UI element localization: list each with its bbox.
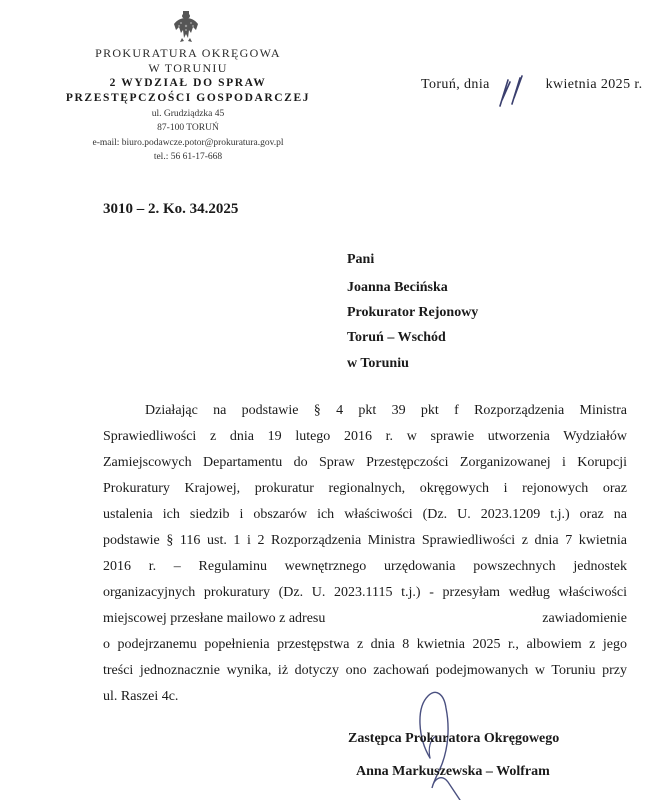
office-name: PROKURATURA OKRĘGOWA (95, 46, 281, 60)
handwritten-day-icon (494, 74, 534, 114)
department-line-2: PRZESTĘPCZOŚCI GOSPODARCZEJ (65, 92, 311, 104)
body-line-end: zawiadomienie (542, 611, 627, 626)
body-line: Działając na podstawie § 4 pkt 39 pkt f Rozporządzenia Ministra (145, 403, 627, 418)
body-line-redacted (103, 606, 627, 632)
office-city: W TORUNIU (148, 61, 228, 75)
office-street: ul. Grudziądzka 45 (151, 109, 225, 119)
body-line-start: miejscowej przesłane mailowo z adresu (103, 611, 326, 626)
addressee-city: w Toruniu (347, 356, 409, 371)
signatory-name: Anna Markuszewska – Wolfram (356, 764, 550, 779)
body-line: 2016 r. – Regulaminu wewnętrznego urzędowania powszechnych jednostek (103, 559, 627, 574)
addressee-office: Toruń – Wschód (347, 330, 446, 345)
body-line: ustalenia ich siedzib i obszarów ich właściwości (Dz. U. 2023.1209 t.j.) oraz na (103, 507, 627, 522)
body-line: treści jednoznacznie wynika, iż dotyczy ono zachowań podejmowanych w Toruniu przy (103, 663, 627, 678)
date-prefix: Toruń, dnia (421, 77, 490, 92)
office-phone: tel.: 56 61-17-668 (153, 152, 223, 162)
body-line: o podejrzanemu popełnienia przestępstwa z dnia 8 kwietnia 2025 r., albowiem z jego (103, 637, 627, 652)
letter-date (421, 77, 643, 93)
body-line: organizacyjnych prokuratury (Dz. U. 2023.1115 t.j.) - przesyłam według właściwości (103, 585, 627, 600)
body-line: ul. Raszei 4c. (103, 689, 179, 704)
polish-eagle-emblem-icon (171, 10, 201, 42)
signatory-title: Zastępca Prokuratora Okręgowego (348, 731, 560, 746)
date-suffix: kwietnia 2025 r. (545, 77, 643, 92)
body-line: Prokuratury Krajowej, prokuratur regionalnych, okręgowych i rejonowych oraz (103, 481, 627, 496)
office-postal: 87-100 TORUŃ (157, 123, 219, 133)
reference-number: 3010 – 2. Ko. 34.2025 (103, 201, 239, 217)
addressee-name: Joanna Becińska (347, 280, 448, 295)
addressee-title: Prokurator Rejonowy (347, 305, 479, 320)
body-line: Zamiejscowych Departamentu do Spraw Przestępczości Zorganizowanej i Korupcji (103, 455, 627, 470)
body-line: podstawie § 116 ust. 1 i 2 Rozporządzenia Ministra Sprawiedliwości z dnia 7 kwietnia (103, 533, 627, 548)
addressee-salutation: Pani (347, 252, 375, 267)
letter-body (103, 398, 627, 710)
office-email: e-mail: biuro.podawcze.potor@prokuratura.gov.pl (92, 138, 284, 148)
body-line: Sprawiedliwości z dnia 19 lutego 2016 r. w sprawie utworzenia Wydziałów (103, 429, 627, 444)
department-line-1: 2 WYDZIAŁ DO SPRAW (109, 77, 267, 89)
